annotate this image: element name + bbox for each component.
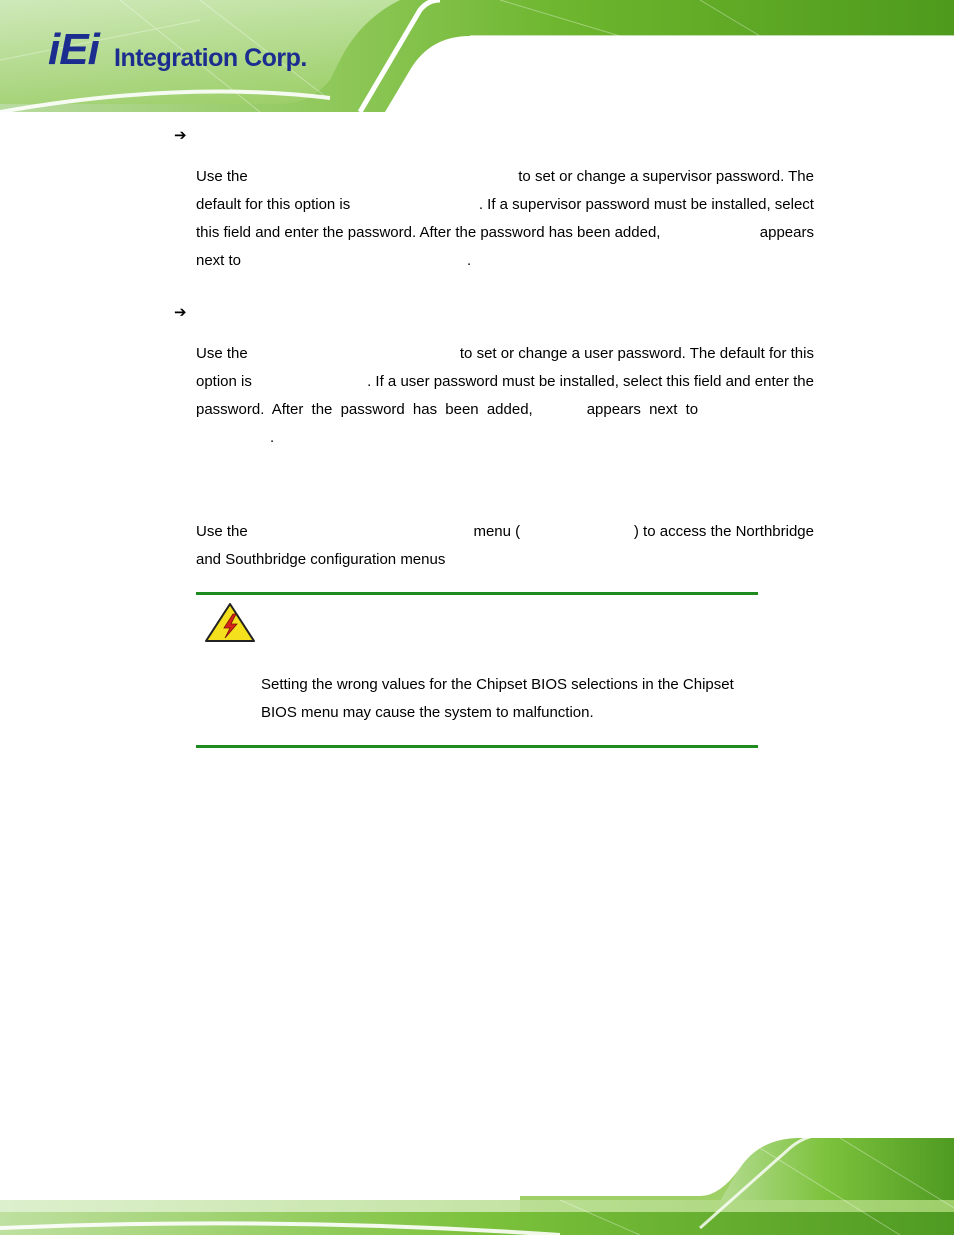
warning-line: Setting the wrong values for the Chipset BIOS selections in the Chipset — [261, 676, 734, 693]
logo-mark: iEi — [48, 25, 99, 74]
text-run: Use the — [196, 345, 248, 362]
text-run: appears — [759, 224, 814, 241]
text-run: . If a user password must be installed, select this field and enter the — [367, 373, 814, 390]
text-run: option is — [196, 373, 252, 390]
warning-line: BIOS menu may cause the system to malfunction. — [261, 704, 594, 721]
warning-triangle-icon — [204, 602, 256, 644]
text-run: appears next to — [586, 401, 699, 418]
text-run: default for this option is — [196, 196, 351, 213]
text-run: . If a supervisor password must be installed, select — [478, 196, 814, 213]
text-run: menu ( — [473, 523, 521, 540]
footer-banner — [0, 1128, 954, 1235]
text-run: and Southbridge configuration menus — [196, 551, 446, 568]
chipset-intro-paragraph — [196, 518, 814, 574]
warning-text — [261, 671, 758, 727]
text-run: to set or change a user password. The default for this — [459, 345, 814, 362]
text-run: next to — [196, 252, 242, 269]
text-run: Use the — [196, 523, 248, 540]
logo-text: Integration Corp. — [114, 44, 307, 72]
user-password-paragraph — [196, 340, 814, 452]
text-run: this field and enter the password. After the password has been added, — [196, 224, 661, 241]
warning-top-rule — [196, 592, 758, 595]
arrow-bullet-icon: ➔ — [174, 126, 187, 144]
text-run: . — [270, 429, 275, 446]
text-run: ) to access the Northbridge — [633, 523, 814, 540]
arrow-bullet-icon: ➔ — [174, 303, 187, 321]
text-run: Use the — [196, 168, 248, 185]
text-run: . — [467, 252, 472, 269]
text-run: password. After the password has been added, — [196, 401, 533, 418]
text-run: to set or change a supervisor password. The — [518, 168, 814, 185]
supervisor-password-paragraph — [196, 163, 814, 275]
warning-bottom-rule — [196, 745, 758, 748]
